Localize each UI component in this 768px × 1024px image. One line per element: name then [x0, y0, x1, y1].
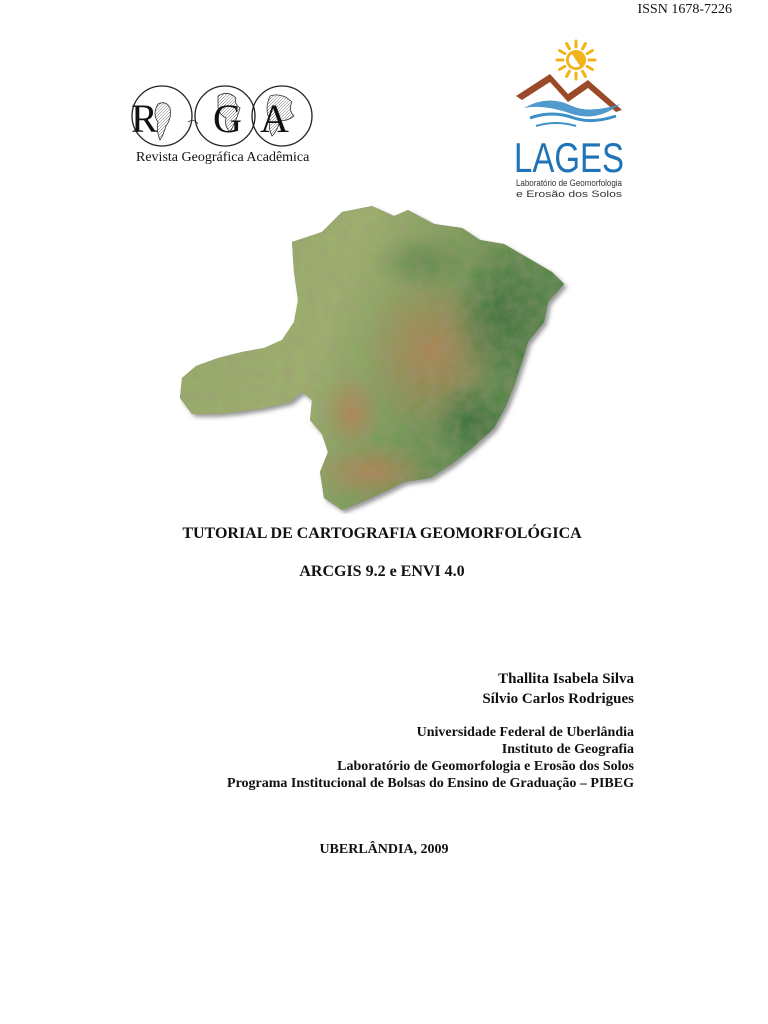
lages-emblem-icon	[512, 38, 628, 204]
affiliation-line: Laboratório de Geomorfologia e Erosão dos Solos	[337, 759, 634, 774]
author-name: Sílvio Carlos Rodrigues	[482, 691, 634, 707]
issn-label: ISSN 1678-7226	[637, 2, 732, 17]
affiliations-block	[227, 724, 634, 792]
document-subtitle: ARCGIS 9.2 e ENVI 4.0	[299, 563, 465, 580]
document-title: TUTORIAL DE CARTOGRAFIA GEOMORFOLÓGICA	[182, 525, 582, 542]
affiliation-line: Programa Institucional de Bolsas do Ensino de Graduação – PIBEG	[227, 776, 634, 791]
lages-logo	[512, 38, 628, 204]
lages-subtitle-1: Laboratório de Geomorfologia	[516, 178, 622, 188]
affiliation-line: Instituto de Geografia	[501, 742, 634, 757]
relief-map	[172, 202, 588, 514]
rga-letter-r: R	[131, 96, 158, 141]
place-date: UBERLÂNDIA, 2009	[319, 842, 449, 857]
author-name: Thallita Isabela Silva	[498, 671, 634, 687]
relief-map-image	[172, 202, 588, 514]
rga-logo	[128, 82, 314, 172]
rga-letter-g: G	[213, 96, 242, 141]
sun-icon	[557, 41, 595, 79]
rga-globes-icon	[128, 82, 314, 152]
rga-letter-a: A	[260, 96, 289, 141]
lages-name: LAGES	[514, 134, 624, 181]
rga-caption: Revista Geográfica Acadêmica	[136, 150, 310, 165]
lages-subtitle-2: e Erosão dos Solos	[516, 189, 623, 199]
affiliation-line: Universidade Federal de Uberlândia	[416, 725, 634, 740]
authors-block	[482, 669, 634, 709]
